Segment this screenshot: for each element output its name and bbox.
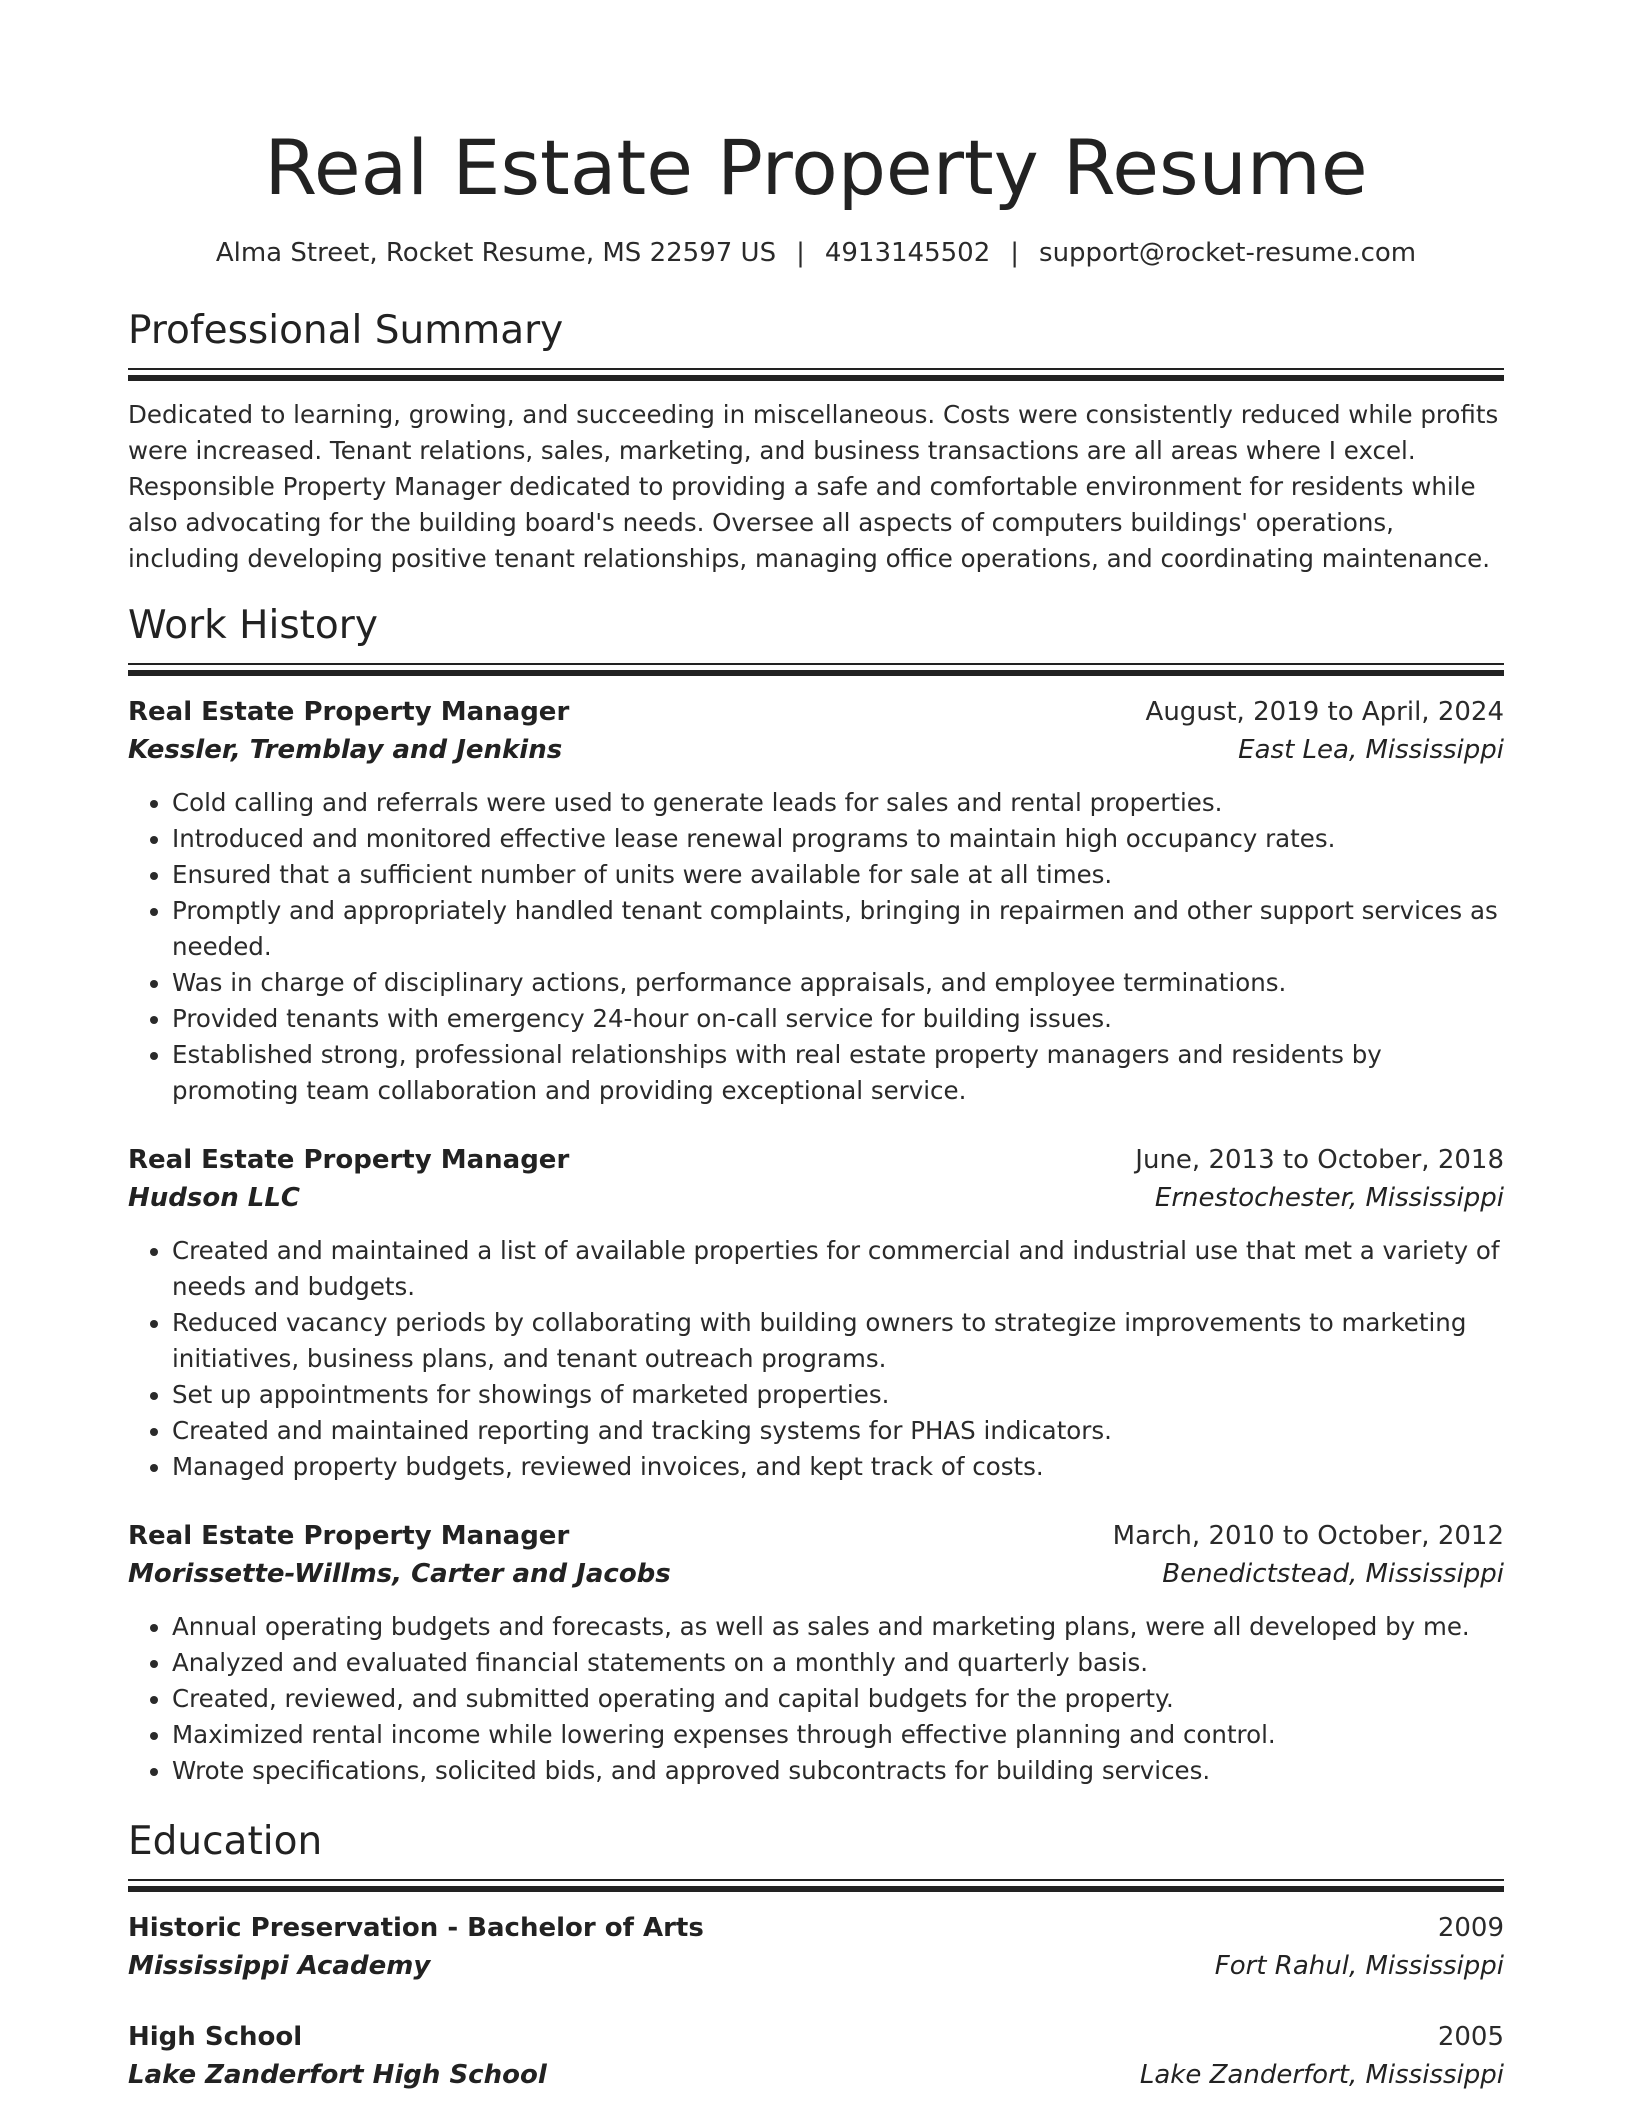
contact-separator: | (1010, 238, 1020, 268)
job-bullet: • Reduced vacancy periods by collaborating with building owners to strategize improvements to marketing initiatives, business plans, and tenant outreach programs. (172, 1305, 1504, 1377)
work-history-section (128, 601, 1504, 1789)
job-header-row (128, 1141, 1504, 1179)
education-header-row (128, 2018, 1504, 2056)
job-location: East Lea, Mississippi (1238, 735, 1504, 765)
job-bullet-list (128, 1609, 1504, 1789)
education-entry (128, 1909, 1504, 1985)
job-company: Morissette-Willms, Carter and Jacobs (128, 1559, 671, 1589)
section-divider (128, 1879, 1504, 1892)
job-title: Real Estate Property Manager (128, 697, 570, 727)
resume-title: Real Estate Property Resume (264, 123, 1368, 212)
education-degree: High School (128, 2022, 303, 2052)
job-dates: August, 2019 to April, 2024 (1145, 697, 1504, 727)
section-divider (128, 663, 1504, 676)
section-heading-work-history: Work History (128, 603, 378, 648)
education-subheader-row (128, 1947, 1504, 1985)
education-school: Lake Zanderfort High School (128, 2060, 547, 2090)
job-bullet: • Promptly and appropriately handled tenant complaints, bringing in repairmen and other support services as needed. (172, 893, 1504, 965)
job-subheader-row (128, 731, 1504, 769)
job-entry (128, 1141, 1504, 1485)
education-year: 2009 (1437, 1913, 1504, 1943)
job-subheader-row (128, 1555, 1504, 1593)
education-degree: Historic Preservation - Bachelor of Arts (128, 1913, 704, 1943)
job-header-row (128, 693, 1504, 731)
job-location: Ernestochester, Mississippi (1154, 1183, 1504, 1213)
job-bullet: • Established strong, professional relationships with real estate property managers and residents by promoting team collaboration and providing exceptional service. (172, 1037, 1504, 1109)
education-location: Fort Rahul, Mississippi (1214, 1951, 1504, 1981)
job-bullet: • Ensured that a sufficient number of units were available for sale at all times. (172, 857, 1504, 893)
contact-phone: 4913145502 (824, 238, 991, 268)
job-bullet: • Set up appointments for showings of marketed properties. (172, 1377, 1504, 1413)
job-bullet-list (128, 1233, 1504, 1485)
job-entry (128, 1517, 1504, 1789)
education-subheader-row (128, 2056, 1504, 2094)
job-entry (128, 693, 1504, 1109)
job-bullet: • Maximized rental income while lowering expenses through effective planning and control. (172, 1717, 1504, 1753)
job-company: Hudson LLC (128, 1183, 300, 1213)
education-year: 2005 (1437, 2022, 1504, 2052)
education-header-row (128, 1909, 1504, 1947)
job-bullet: • Introduced and monitored effective lease renewal programs to maintain high occupancy rates. (172, 821, 1504, 857)
job-dates: June, 2013 to October, 2018 (1135, 1145, 1504, 1175)
section-divider (128, 368, 1504, 381)
job-subheader-row (128, 1179, 1504, 1217)
contact-email: support@rocket-resume.com (1039, 238, 1417, 268)
job-location: Benedictstead, Mississippi (1162, 1559, 1504, 1589)
job-bullet: • Created and maintained a list of available properties for commercial and industrial use that met a variety of needs and budgets. (172, 1233, 1504, 1305)
job-bullet: • Managed property budgets, reviewed invoices, and kept track of costs. (172, 1449, 1504, 1485)
job-bullet: • Was in charge of disciplinary actions, performance appraisals, and employee terminations. (172, 965, 1504, 1001)
job-title: Real Estate Property Manager (128, 1145, 570, 1175)
job-bullet: • Wrote specifications, solicited bids, and approved subcontracts for building services. (172, 1753, 1504, 1789)
job-header-row (128, 1517, 1504, 1555)
job-title: Real Estate Property Manager (128, 1521, 570, 1551)
education-school: Mississippi Academy (128, 1951, 431, 1981)
contact-separator: | (796, 238, 805, 268)
resume-page (128, 0, 1504, 2094)
job-bullet-list (128, 785, 1504, 1109)
education-section (128, 1817, 1504, 2094)
summary-text: Dedicated to learning, growing, and succeeding in miscellaneous. Costs were consistently reduced while profits were increased. Tenant relations, sales, marketing, and business transactions are all areas where I excel. Responsible Property Manager dedicated to providing a safe and comfortable environment for residents while also advocating for the building board's needs. Oversee all aspects of computers buildings' operations, including developing positive tenant relationships, managing office operations, and coordinating maintenance. (128, 400, 1499, 573)
job-dates: March, 2010 to October, 2012 (1112, 1521, 1504, 1551)
job-bullet: • Created and maintained reporting and tracking systems for PHAS indicators. (172, 1413, 1504, 1449)
job-bullet: • Provided tenants with emergency 24-hour on-call service for building issues. (172, 1001, 1504, 1037)
job-bullet: • Created, reviewed, and submitted operating and capital budgets for the property. (172, 1681, 1504, 1717)
contact-line (128, 236, 1504, 270)
job-company: Kessler, Tremblay and Jenkins (128, 735, 563, 765)
summary-section (128, 306, 1504, 577)
section-heading-education: Education (128, 1819, 323, 1864)
job-bullet: • Cold calling and referrals were used to generate leads for sales and rental properties. (172, 785, 1504, 821)
section-heading-summary: Professional Summary (128, 308, 564, 353)
education-location: Lake Zanderfort, Mississippi (1139, 2060, 1504, 2090)
contact-address: Alma Street, Rocket Resume, MS 22597 US (215, 238, 777, 268)
education-entry (128, 2018, 1504, 2094)
job-bullet: • Analyzed and evaluated financial statements on a monthly and quarterly basis. (172, 1645, 1504, 1681)
job-bullet: • Annual operating budgets and forecasts, as well as sales and marketing plans, were all developed by me. (172, 1609, 1504, 1645)
